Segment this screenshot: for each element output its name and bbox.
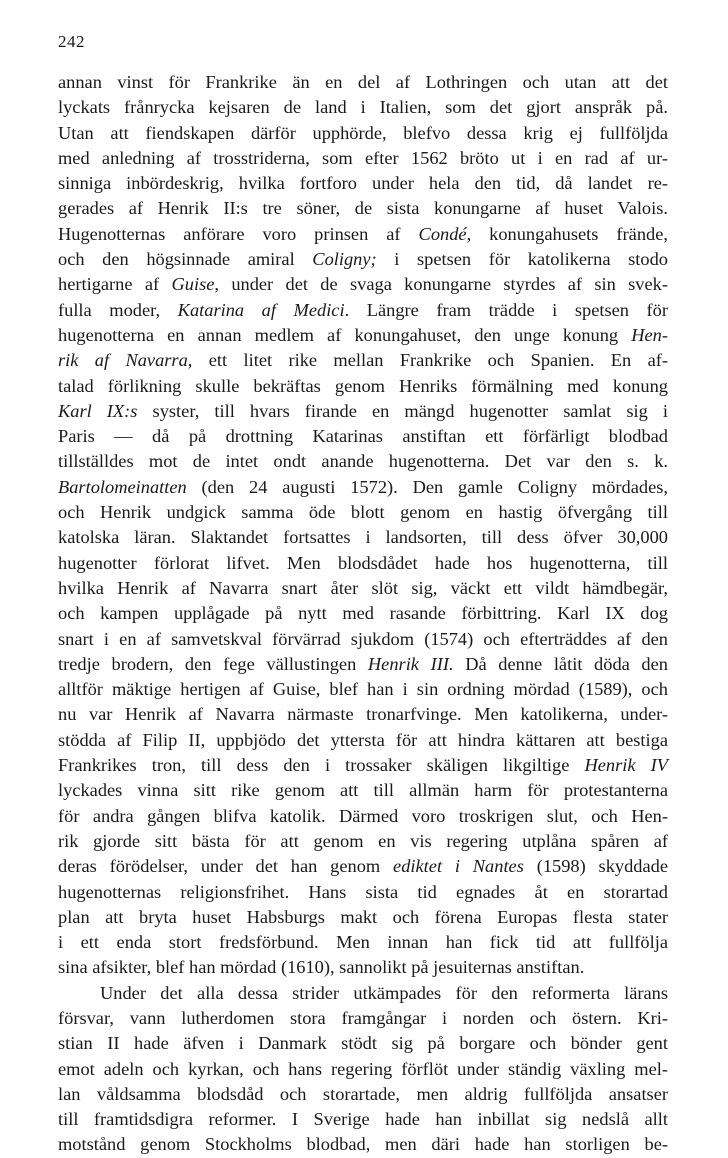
text-segment: hugenotterna en annan medlem af konungahuset, den unge konung bbox=[58, 324, 632, 345]
text-segment: hertigarne af bbox=[58, 274, 172, 295]
text-segment: (den 24 augusti 1572). Den gamle Coligny mördades, bbox=[186, 476, 668, 497]
body-text bbox=[58, 70, 668, 1158]
text-line bbox=[58, 854, 668, 879]
text-line bbox=[58, 1132, 668, 1157]
italic-text: Hen- bbox=[631, 324, 668, 345]
text-segment: och Henrik undgick samma öde blott genom en hastig öfvergång till bbox=[58, 502, 668, 523]
text-segment: . Längre fram trädde i spetsen för bbox=[344, 299, 668, 320]
text-line bbox=[58, 1082, 668, 1107]
text-segment: Då denne låtit döda den bbox=[453, 653, 668, 674]
text-line bbox=[58, 146, 668, 171]
text-line bbox=[58, 702, 668, 727]
text-line bbox=[58, 196, 668, 221]
text-line bbox=[58, 247, 668, 272]
text-segment: Frankrikes tron, till dess den i trossaker skäligen likgiltige bbox=[58, 755, 585, 776]
text-segment: hugenotternas religionsfrihet. Hans sista tid egnades åt en storartad bbox=[58, 881, 668, 902]
text-segment: stian II hade äfven i Danmark stödt sig på borgare och bönder gent bbox=[58, 1033, 668, 1054]
text-line bbox=[58, 121, 668, 146]
text-segment: i ett enda stort fredsförbund. Men innan han fick tid att fullfölja bbox=[58, 932, 668, 953]
italic-text: Guise bbox=[171, 274, 215, 295]
text-segment: och kampen upplågade på nytt med rasande förbittring. Karl IX dog bbox=[58, 603, 668, 624]
text-segment: lyckades vinna sitt rike genom att till allmän harm för protestanterna bbox=[58, 780, 668, 801]
text-segment: , under det de svaga konungarne styrdes af sin svek- bbox=[214, 274, 668, 295]
text-line bbox=[58, 981, 668, 1006]
text-segment: motstånd genom Stockholms blodbad, men däri hade han storligen be- bbox=[58, 1134, 668, 1155]
text-line bbox=[58, 576, 668, 601]
text-segment: Utan att fiendskapen därför upphörde, blefvo dessa krig ej fullföljda bbox=[58, 122, 668, 143]
paragraph bbox=[58, 981, 668, 1158]
text-line bbox=[58, 500, 668, 525]
text-segment: syster, till hvars firande en mängd hugenotter samlat sig i bbox=[137, 400, 668, 421]
text-line bbox=[58, 1031, 668, 1056]
text-line bbox=[58, 905, 668, 930]
text-line bbox=[58, 778, 668, 803]
italic-text: Bartolomeinatten bbox=[58, 476, 187, 497]
text-segment: hugenotter förlorat lifvet. Men blodsdådet hade hos hugenotterna, till bbox=[58, 552, 668, 573]
italic-text: Karl IX:s bbox=[58, 400, 138, 421]
text-segment: sinniga inbördeskrig, hvilka fortforo under hela den tid, då landet re- bbox=[58, 173, 668, 194]
italic-text: Henrik IV bbox=[584, 755, 668, 776]
italic-text: Katarina af Medici bbox=[177, 299, 345, 320]
text-line bbox=[58, 601, 668, 626]
text-line bbox=[58, 348, 668, 373]
text-line bbox=[58, 804, 668, 829]
text-line bbox=[58, 1057, 668, 1082]
text-line bbox=[58, 222, 668, 247]
text-segment: snart i en af samvetskval förvärrad sjukdom (1574) och efterträddes af den bbox=[58, 628, 668, 649]
text-segment: deras förödelser, under det han genom bbox=[58, 856, 394, 877]
text-line bbox=[58, 677, 668, 702]
text-segment: hvilka Henrik af Navarra snart åter slöt sig, väckt ett vildt hämdbegär, bbox=[58, 577, 668, 598]
text-segment: till framtidsdigra reformer. I Sverige hade han inbillat sig nedslå allt bbox=[58, 1109, 668, 1130]
text-segment: , ett litet rike mellan Frankrike och Spanien. En af- bbox=[187, 350, 668, 371]
text-segment: fulla moder, bbox=[58, 299, 178, 320]
text-segment: sina afsikter, blef han mördad (1610), sannolikt på jesuiternas anstiftan. bbox=[58, 957, 585, 978]
text-line bbox=[58, 1107, 668, 1132]
text-line bbox=[58, 323, 668, 348]
text-segment: katolska läran. Slaktandet fortsattes i landsorten, till dess öfver 30,000 bbox=[58, 527, 668, 548]
text-segment: nu var Henrik af Navarra närmaste tronarfvinge. Men katolikerna, under- bbox=[58, 704, 668, 725]
text-segment: emot adeln och kyrkan, och hans regering förflöt under ständig växling mel- bbox=[58, 1058, 668, 1079]
text-segment: tillställdes mot de intet ondt anande hugenotterna. Det var den s. k. bbox=[58, 451, 668, 472]
text-line bbox=[58, 475, 668, 500]
paragraph bbox=[58, 70, 668, 981]
text-segment: i spetsen för katolikerna stodo bbox=[376, 249, 668, 270]
text-segment: plan att bryta huset Habsburgs makt och förena Europas flesta stater bbox=[58, 906, 668, 927]
page-number: 242 bbox=[58, 32, 85, 51]
italic-text: Coligny; bbox=[312, 249, 377, 270]
text-line bbox=[58, 955, 668, 980]
text-segment: rik gjorde sitt bästa för att genom en vis regering utplåna spåren af bbox=[58, 830, 668, 851]
text-segment: och den högsinnade amiral bbox=[58, 249, 313, 270]
text-line bbox=[58, 298, 668, 323]
text-segment: lan våldsamma blodsdåd och storartade, men aldrig fullföljda ansatser bbox=[58, 1083, 668, 1104]
text-segment: (1598) skyddade bbox=[523, 856, 669, 877]
text-line bbox=[58, 449, 668, 474]
text-segment: Paris — då på drottning Katarinas anstiftan ett förfärligt blodbad bbox=[58, 426, 668, 447]
text-line bbox=[58, 171, 668, 196]
italic-text: Henrik III. bbox=[367, 653, 454, 674]
text-segment: alltför mäktige hertigen af Guise, blef han i sin ordning mördad (1589), och bbox=[58, 679, 668, 700]
text-segment: Hugenotternas anförare voro prinsen af bbox=[58, 223, 419, 244]
text-line bbox=[58, 753, 668, 778]
text-segment: , konungahusets frände, bbox=[466, 223, 668, 244]
text-line bbox=[58, 627, 668, 652]
text-line bbox=[58, 930, 668, 955]
text-segment: tredje brodern, den fege vällustingen bbox=[58, 653, 368, 674]
text-line bbox=[58, 880, 668, 905]
text-line bbox=[58, 551, 668, 576]
text-line bbox=[58, 652, 668, 677]
text-segment: med anledning af trosstriderna, som efter 1562 bröto ut i en rad af ur- bbox=[58, 147, 668, 168]
text-segment: gerades af Henrik II:s tre söner, de sista konungarne af huset Valois. bbox=[58, 198, 668, 219]
text-segment: försvar, vann lutherdomen stora framgångar i norden och östern. Kri- bbox=[58, 1007, 668, 1028]
italic-text: ediktet i Nantes bbox=[393, 856, 524, 877]
text-line bbox=[58, 374, 668, 399]
text-segment: annan vinst för Frankrike än en del af Lothringen och utan att det bbox=[58, 72, 668, 92]
text-line bbox=[58, 829, 668, 854]
text-segment: Under det alla dessa strider utkämpades för den reformerta lärans bbox=[100, 982, 668, 1003]
text-line bbox=[58, 272, 668, 297]
text-line bbox=[58, 525, 668, 550]
text-line bbox=[58, 399, 668, 424]
text-segment: för andra gången blifva katolik. Därmed voro troskrigen slut, och Hen- bbox=[58, 805, 668, 826]
text-line bbox=[58, 424, 668, 449]
text-segment: lyckats frånrycka kejsaren de land i Italien, som det gjort anspråk på. bbox=[58, 97, 668, 118]
italic-text: Condé bbox=[418, 223, 467, 244]
text-segment: stödda af Filip II, uppbjödo det yttersta för att hindra kättaren att bestiga bbox=[58, 729, 668, 750]
text-line bbox=[58, 70, 668, 95]
text-segment: talad förlikning skulle bekräftas genom Henriks förmälning med konung bbox=[58, 375, 668, 396]
italic-text: rik af Navarra bbox=[58, 350, 188, 371]
text-line bbox=[58, 728, 668, 753]
text-line bbox=[58, 1006, 668, 1031]
text-line bbox=[58, 95, 668, 120]
